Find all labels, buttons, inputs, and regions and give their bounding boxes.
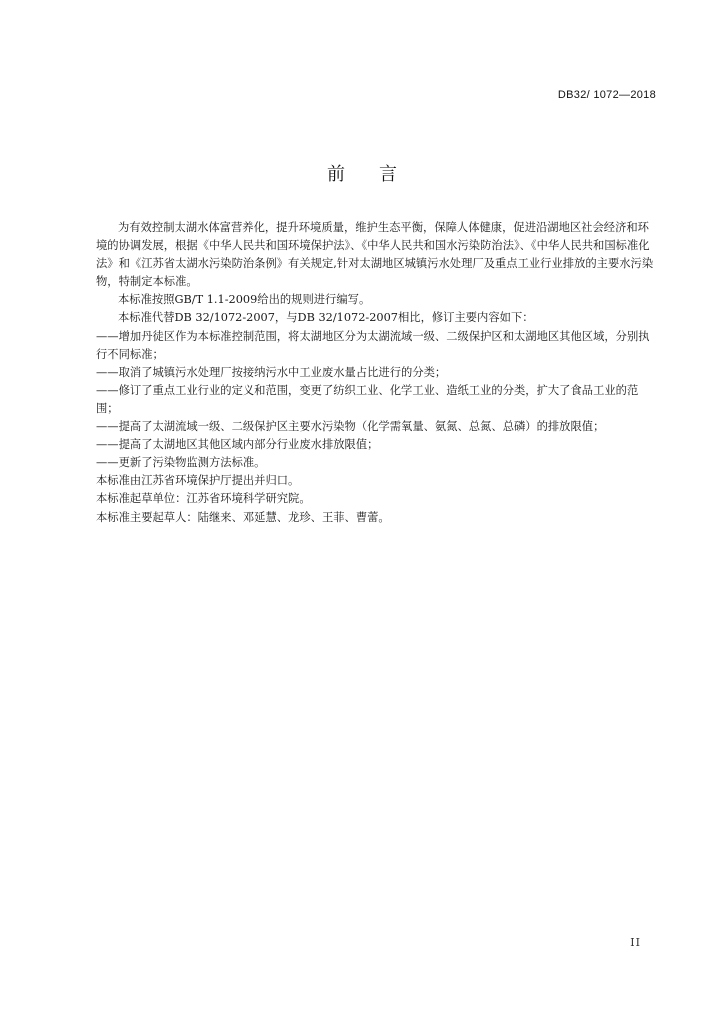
paragraph-drafting-unit: 本标准起草单位：江苏省环境科学研究院。	[96, 492, 311, 506]
document-code: DB32/ 1072—2018	[557, 89, 656, 101]
title-char-2: 言	[379, 164, 397, 185]
title-char-1: 前	[327, 164, 345, 185]
revision-item: ——更新了污染物监测方法标准。	[96, 456, 266, 470]
revision-item: ——增加丹徒区作为本标准控制范围，将太湖地区分为太湖流域一级、二级保护区和太湖地区其他区域，分别执行不同标准；	[96, 329, 650, 361]
paragraph-drafting-rules: 本标准按照GB/T 1.1-2009给出的规则进行编写。	[118, 293, 371, 307]
revision-item: ——提高了太湖地区其他区域内部分行业废水排放限值；	[96, 438, 379, 452]
revision-item: ——提高了太湖流域一级、二级保护区主要水污染物（化学需氧量、氨氮、总氮、总磷）的排放限值；	[96, 420, 605, 434]
paragraph-proposer: 本标准由江苏省环境保护厅提出并归口。	[96, 474, 300, 488]
paragraph-purpose: 为有效控制太湖水体富营养化，提升环境质量，维护生态平衡，保障人体健康，促进沿湖地区社会经济和环境的协调发展，根据《中华人民共和国环境保护法》、《中华人民共和国水污染防治法》、《中华人民共和国标准化法》和《江苏省太湖水污染防治条例》有关规定,针对太湖地区城镇污水处理厂及重点工业行业排放的主要水污染物，特制定本标准。	[96, 221, 654, 289]
paragraph-replacement: 本标准代替DB 32/1072-2007，与DB 32/1072-2007相比，修订主要内容如下：	[118, 311, 534, 325]
page-title	[0, 160, 724, 186]
revision-item: ——修订了重点工业行业的定义和范围，变更了纺织工业、化学工业、造纸工业的分类，扩大了食品工业的范围；	[96, 383, 639, 415]
revision-item: ——取消了城镇污水处理厂按接纳污水中工业废水量占比进行的分类；	[96, 365, 447, 379]
page-number: II	[630, 936, 641, 949]
paragraph-drafters: 本标准主要起草人：陆继来、邓延慧、龙珍、王菲、曹蕾。	[96, 510, 390, 524]
foreword-body	[96, 219, 656, 527]
